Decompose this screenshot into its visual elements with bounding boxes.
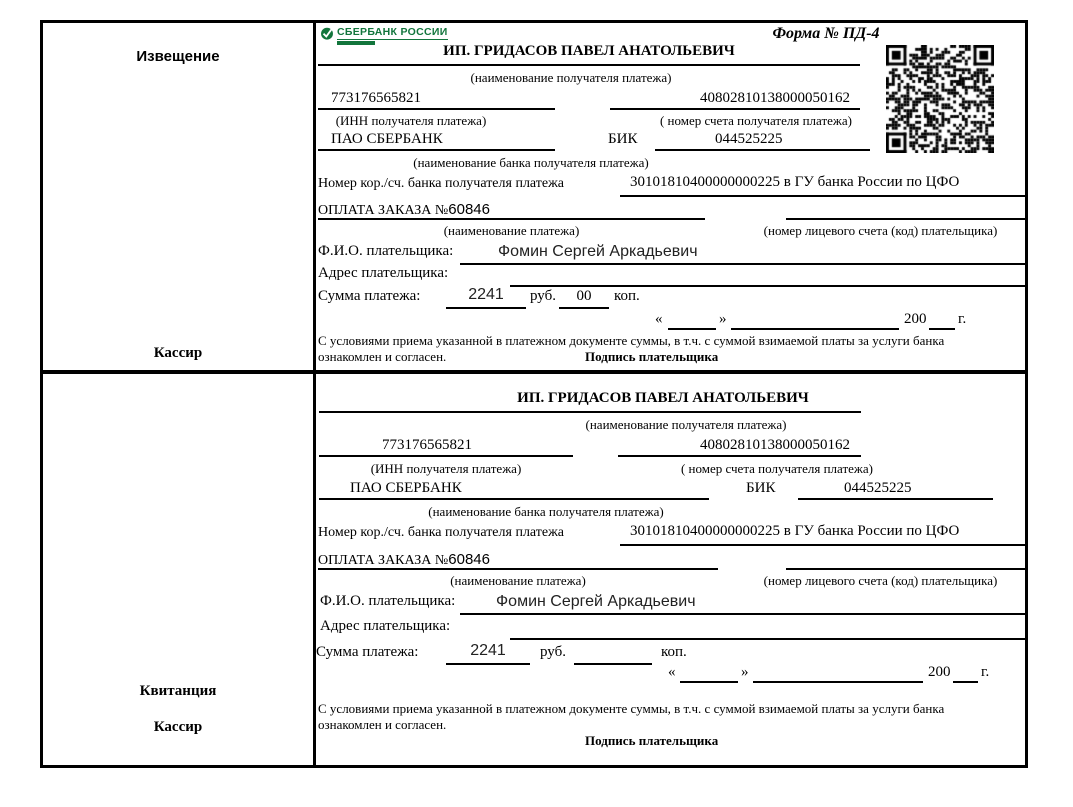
account-caption: ( номер счета получателя платежа) bbox=[680, 461, 874, 476]
date-year: 200 bbox=[904, 311, 927, 327]
rub-label: руб. bbox=[530, 288, 556, 304]
sum-value: 2241 bbox=[470, 642, 506, 659]
payment-name bbox=[318, 201, 490, 219]
date-quote-close: » bbox=[719, 311, 727, 327]
payment-caption: (наименование платежа) bbox=[450, 573, 586, 588]
sberbank-logo-text: СБЕРБАНК РОССИИ bbox=[337, 26, 448, 38]
account-underline bbox=[618, 455, 861, 457]
fio-underline bbox=[460, 263, 1025, 265]
payment-name-prefix: ОПЛАТА ЗАКАЗА № bbox=[318, 553, 449, 568]
fio-value: Фомин Сергей Аркадьевич bbox=[496, 593, 696, 610]
fio-underline bbox=[460, 613, 1025, 615]
personal-account-caption: (номер лицевого счета (код) плательщика) bbox=[763, 223, 998, 238]
kop-label: коп. bbox=[614, 288, 640, 304]
notice-label: Извещение bbox=[136, 48, 220, 65]
bank-name-value: ПАО СБЕРБАНК bbox=[350, 480, 462, 496]
pd4-form bbox=[40, 20, 1028, 768]
date-year-suffix: г. bbox=[958, 311, 967, 327]
date-year-underline bbox=[953, 681, 978, 683]
date-year: 200 bbox=[928, 664, 951, 680]
payment-name-prefix: ОПЛАТА ЗАКАЗА № bbox=[318, 203, 449, 218]
account-underline bbox=[610, 108, 860, 110]
corr-account-value: 30101810400000000225 в ГУ банка России по ЦФО bbox=[630, 174, 960, 190]
inn-underline bbox=[318, 108, 555, 110]
bank-name-underline bbox=[318, 149, 555, 151]
notice-left-cell bbox=[43, 23, 316, 370]
date-year-suffix: г. bbox=[981, 664, 990, 680]
receipt-label: Квитанция bbox=[139, 683, 217, 699]
sum-value: 2241 bbox=[468, 286, 504, 303]
fio-value: Фомин Сергей Аркадьевич bbox=[498, 243, 698, 260]
bank-name-underline bbox=[319, 498, 709, 500]
account-caption: ( номер счета получателя платежа) bbox=[659, 113, 853, 128]
notice-content-cell bbox=[316, 23, 1025, 370]
bik-underline bbox=[655, 149, 870, 151]
sum-underline bbox=[446, 663, 530, 665]
date-quote-open: « bbox=[655, 311, 663, 327]
sum-label: Сумма платежа: bbox=[316, 644, 419, 660]
corr-account-label: Номер кор./сч. банка получателя платежа bbox=[318, 525, 564, 540]
corr-account-value: 30101810400000000225 в ГУ банка России по ЦФО bbox=[630, 523, 960, 539]
date-quote-close: » bbox=[741, 664, 749, 680]
recipient-caption: (наименование получателя платежа) bbox=[585, 417, 787, 432]
personal-account-underline bbox=[786, 568, 1025, 570]
inn-value: 773176565821 bbox=[382, 437, 472, 453]
signature-label: Подпись плательщика bbox=[585, 349, 719, 364]
bik-value: 044525225 bbox=[844, 480, 912, 496]
payment-name-underline bbox=[318, 218, 705, 220]
inn-underline bbox=[319, 455, 573, 457]
inn-value: 773176565821 bbox=[331, 90, 421, 106]
order-number: 60846 bbox=[448, 201, 490, 218]
date-year-underline bbox=[929, 328, 955, 330]
kop-label: коп. bbox=[661, 644, 687, 660]
personal-account-underline bbox=[786, 218, 1025, 220]
inn-caption: (ИНН получателя платежа) bbox=[335, 113, 487, 128]
sum-label: Сумма платежа: bbox=[318, 288, 421, 304]
fio-label: Ф.И.О. плательщика: bbox=[320, 593, 456, 609]
recipient-caption: (наименование получателя платежа) bbox=[470, 70, 672, 85]
receipt-content-cell bbox=[316, 374, 1025, 765]
order-number: 60846 bbox=[448, 551, 490, 568]
agreement-line1: С условиями приема указанной в платежном документе суммы, в т.ч. с суммой взимаемой платы за услуги банка bbox=[318, 333, 945, 348]
recipient-name: ИП. ГРИДАСОВ ПАВЕЛ АНАТОЛЬЕВИЧ bbox=[443, 43, 735, 59]
payment-name-underline bbox=[318, 568, 718, 570]
rub-label: руб. bbox=[540, 644, 566, 660]
account-value: 40802810138000050162 bbox=[700, 437, 850, 453]
inn-caption: (ИНН получателя платежа) bbox=[370, 461, 522, 476]
corr-account-underline bbox=[620, 195, 1025, 197]
address-underline bbox=[510, 285, 1025, 287]
bank-caption: (наименование банка получателя платежа) bbox=[428, 504, 664, 519]
recipient-underline bbox=[318, 64, 860, 66]
recipient-underline bbox=[319, 411, 861, 413]
recipient-name: ИП. ГРИДАСОВ ПАВЕЛ АНАТОЛЬЕВИЧ bbox=[517, 390, 809, 406]
form-number-label: Форма № ПД-4 bbox=[772, 25, 880, 42]
address-underline bbox=[510, 638, 1025, 640]
signature-label: Подпись плательщика bbox=[585, 733, 719, 748]
account-value: 40802810138000050162 bbox=[700, 90, 850, 106]
personal-account-caption: (номер лицевого счета (код) плательщика) bbox=[763, 573, 998, 588]
corr-account-label: Номер кор./сч. банка получателя платежа bbox=[318, 176, 564, 191]
notice-section bbox=[43, 23, 1025, 370]
sum-underline bbox=[446, 307, 526, 309]
date-day-underline bbox=[668, 328, 716, 330]
cashier-label-2: Кассир bbox=[153, 719, 203, 735]
bik-label: БИК bbox=[746, 480, 776, 496]
date-month-underline bbox=[753, 681, 923, 683]
fio-label: Ф.И.О. плательщика: bbox=[318, 243, 454, 259]
cashier-label: Кассир bbox=[153, 345, 203, 361]
kop-underline bbox=[559, 307, 609, 309]
address-label: Адрес плательщика: bbox=[318, 265, 449, 281]
date-quote-open: « bbox=[668, 664, 676, 680]
bank-name-value: ПАО СБЕРБАНК bbox=[331, 131, 443, 147]
payment-caption: (наименование платежа) bbox=[443, 223, 580, 238]
qr-code bbox=[886, 45, 994, 153]
receipt-left-cell bbox=[43, 374, 316, 765]
date-day-underline bbox=[680, 681, 738, 683]
payment-name bbox=[318, 551, 490, 569]
corr-account-underline bbox=[620, 544, 1025, 546]
agreement-line2: ознакомлен и согласен. bbox=[318, 349, 447, 364]
address-label: Адрес плательщика: bbox=[320, 618, 451, 634]
bank-caption: (наименование банка получателя платежа) bbox=[413, 155, 649, 170]
bik-underline bbox=[798, 498, 993, 500]
kop-value: 00 bbox=[576, 288, 592, 304]
bik-value: 044525225 bbox=[715, 131, 783, 147]
date-month-underline bbox=[731, 328, 899, 330]
sberbank-emblem-icon bbox=[320, 26, 334, 40]
agreement-line2: ознакомлен и согласен. bbox=[318, 717, 447, 732]
receipt-section bbox=[43, 374, 1025, 765]
bik-label: БИК bbox=[608, 131, 638, 147]
kop-underline bbox=[574, 663, 652, 665]
agreement-line1: С условиями приема указанной в платежном документе суммы, в т.ч. с суммой взимаемой платы за услуги банка bbox=[318, 701, 945, 716]
